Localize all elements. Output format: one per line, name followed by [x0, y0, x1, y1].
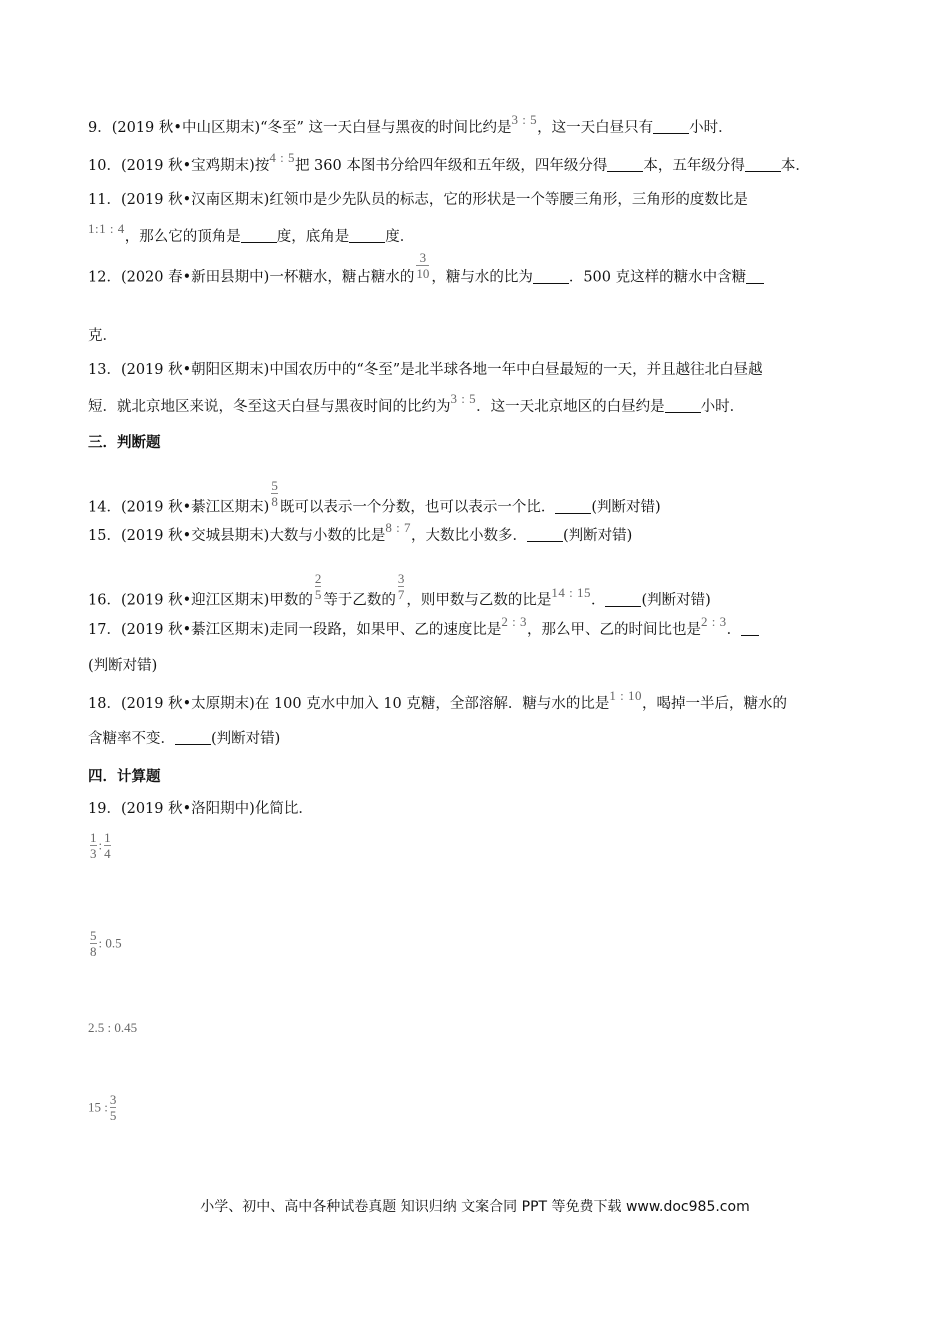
denominator: 5	[109, 1108, 117, 1123]
question-11-line2	[88, 221, 415, 247]
question-14	[88, 478, 661, 523]
question-12-line2	[88, 326, 117, 346]
q11-text-2: ，那么它的顶角是	[124, 229, 241, 245]
denominator: 7	[397, 587, 405, 602]
question-13	[88, 360, 763, 380]
q12-text-3: ．500 克这样的糖水中含糖	[568, 269, 747, 286]
q16-fraction-2	[398, 571, 405, 602]
q10-text-4: 本．	[780, 158, 810, 174]
q18-ratio: 1 : 10	[609, 688, 643, 703]
question-9	[88, 112, 733, 138]
q10-text-3: 本，五年级分得	[643, 158, 745, 174]
q15-ratio: 8 : 7	[385, 520, 411, 535]
calc-expression-2	[88, 928, 122, 959]
q9-ratio: 3 : 5	[511, 112, 538, 127]
denominator: 8	[90, 944, 97, 959]
q16-fraction-1	[315, 571, 322, 602]
answer-blank[interactable]	[653, 119, 689, 134]
fraction	[104, 830, 111, 861]
q17-ratio-2: 2 : 3	[700, 614, 727, 629]
q15-text-2: ，大数比小数多．	[410, 528, 527, 544]
calc-2-tail: : 0.5	[98, 935, 122, 951]
q18-text-2: ，喝掉一半后，糖水的	[642, 696, 788, 712]
answer-blank[interactable]	[533, 269, 569, 284]
calc-4-head: 15 :	[88, 1099, 108, 1115]
footer-banner[interactable]: 小学、初中、高中各种试卷真题 知识归纳 文案合同 PPT 等免费下载 www.doc985.com	[200, 1199, 750, 1215]
numerator: 3	[397, 571, 405, 586]
q18-text-4: (判断对错)	[211, 731, 281, 747]
numerator: 5	[271, 478, 278, 493]
denominator: 4	[104, 846, 111, 861]
section-heading-judgement: 三．判断题	[88, 434, 161, 451]
q9-text-3: 小时．	[689, 120, 733, 136]
q13-ratio: 3 : 5	[450, 391, 477, 406]
q13-text-3: ．这一天北京地区的白昼约是	[476, 399, 665, 415]
question-17: 17．(2019 秋•綦江区期末)走同一段路，如果甲、乙的速度比是2 : 3，那么甲、乙的时间比也是2 : 3．	[88, 620, 759, 640]
question-15	[88, 520, 633, 546]
answer-blank[interactable]	[555, 499, 591, 514]
question-18	[88, 688, 788, 714]
q16-text-2: 等于乙数的	[323, 592, 396, 609]
answer-blank[interactable]	[607, 157, 643, 172]
q12-fraction	[416, 250, 429, 281]
q16-text: 16．(2019 秋•迎江区期末)甲数的	[88, 592, 313, 609]
numerator: 3	[109, 1092, 117, 1107]
answer-blank[interactable]	[241, 228, 277, 243]
question-12	[88, 250, 764, 293]
question-16: 16．(2019 秋•迎江区期末)甲数的 $\frac{2}{5}$ 等于乙数的 $\frac{3}{7}$ ，则甲数与乙数的比是14 : 15． (判断对错)	[88, 571, 711, 609]
q11-text-3: 度，底角是	[276, 229, 350, 245]
q17-text-3: (判断对错)	[88, 658, 158, 674]
question-11	[88, 190, 748, 210]
q14-text-3: (判断对错)	[591, 499, 661, 516]
answer-blank[interactable]	[175, 730, 211, 745]
q17-text: 17．(2019 秋•綦江区期末)走同一段路，如果甲、乙的速度比是	[88, 622, 502, 638]
question-18-line2	[88, 729, 280, 749]
q18-text-3: 含糖率不变．	[88, 731, 175, 747]
denominator: 8	[271, 494, 278, 509]
q18-text: 18．(2019 秋•太原期末)在 100 克水中加入 10 克糖，全部溶解．糖与水的比是	[88, 696, 610, 712]
q13-text-4: 小时．	[700, 399, 745, 415]
calc-expression-4	[88, 1092, 118, 1123]
answer-blank[interactable]	[746, 269, 764, 284]
q9-text: 9．(2019 秋•中山区期末)“冬至” 这一天白昼与黑夜的时间比约是	[88, 120, 512, 136]
q11-ratio: 1:1 : 4	[88, 221, 125, 236]
question-13-line2	[88, 391, 745, 417]
q11-text: 11．(2019 秋•汉南区期末)红领巾是少先队员的标志，它的形状是一个等腰三角形，三角形的度数比是	[88, 192, 748, 208]
answer-blank[interactable]	[527, 527, 563, 542]
q15-text: 15．(2019 秋•交城县期末)大数与小数的比是	[88, 528, 386, 544]
answer-blank[interactable]	[745, 157, 781, 172]
calc-expression-1: $\frac{1}{3}$ : $\frac{1}{4}$	[90, 830, 111, 861]
question-19	[88, 799, 313, 819]
q16-text-3: ，则甲数与乙数的比是	[406, 592, 552, 609]
q11-text-4: 度．	[385, 229, 415, 245]
q14-text: 14．(2019 秋•綦江区期末)	[88, 499, 270, 516]
question-10	[88, 150, 810, 176]
q9-text-2: ，这一天白昼只有	[537, 120, 654, 136]
fraction	[90, 830, 97, 861]
denominator: 10	[416, 266, 430, 281]
q12-text-2: ，糖与水的比为	[431, 269, 533, 286]
denominator: 5	[314, 587, 322, 602]
fraction	[110, 1092, 117, 1123]
numerator: 2	[314, 571, 322, 586]
numerator: 5	[90, 928, 97, 943]
answer-blank[interactable]	[741, 621, 759, 636]
q13-text: 13．(2019 秋•朝阳区期末)中国农历中的“冬至”是北半球各地一年中白昼最短的一天，并且越往北白昼越	[88, 362, 763, 378]
q16-text-4: (判断对错)	[641, 592, 711, 609]
calc-expression-3: 2.5 : 0.45	[88, 1020, 138, 1035]
q17-ratio-1: 2 : 3	[501, 614, 527, 629]
numerator: 3	[419, 250, 427, 265]
answer-blank[interactable]	[665, 398, 701, 413]
q14-fraction	[271, 478, 278, 509]
q15-text-3: (判断对错)	[562, 528, 633, 544]
question-17-line2	[88, 656, 157, 676]
section-heading-calculation: 四．计算题	[88, 768, 161, 785]
q10-ratio: 4 : 5	[269, 150, 295, 165]
q13-text-2: 短．就北京地区来说，冬至这天白昼与黑夜时间的比约为	[88, 399, 451, 415]
q12-text-4: 克．	[88, 328, 117, 344]
fraction	[90, 928, 97, 959]
answer-blank[interactable]	[349, 228, 385, 243]
numerator: 1	[104, 830, 111, 845]
q10-text-2: 把 360 本图书分给四年级和五年级，四年级分得	[294, 158, 608, 174]
q19-text: 19．(2019 秋•洛阳期中)化简比．	[88, 801, 313, 817]
q14-text-2: 既可以表示一个分数，也可以表示一个比．	[279, 499, 556, 516]
denominator: 3	[90, 846, 97, 861]
q12-text: 12．(2020 春•新田县期中)一杯糖水，糖占糖水的	[88, 269, 415, 286]
q17-text-2: ，那么甲、乙的时间比也是	[526, 622, 701, 638]
numerator: 1	[90, 830, 97, 845]
answer-blank[interactable]	[605, 592, 641, 607]
q16-ratio: 14 : 15	[551, 584, 591, 600]
q10-text: 10．(2019 秋•宝鸡期末)按	[88, 158, 270, 174]
